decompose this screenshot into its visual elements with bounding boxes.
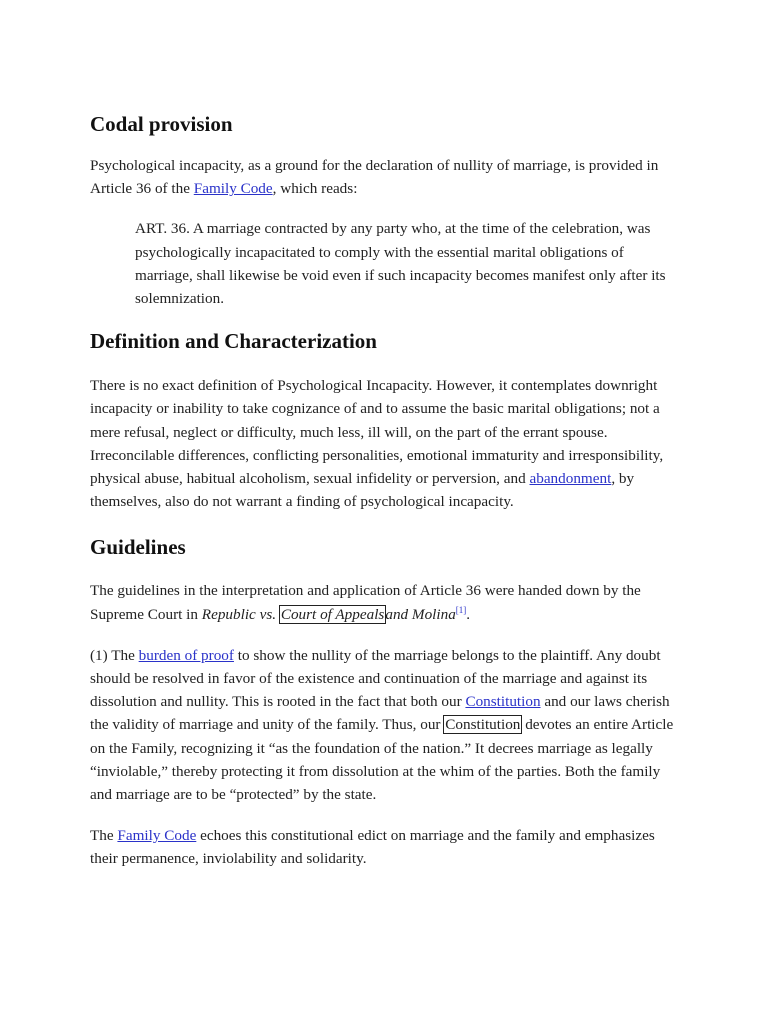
abandonment-link[interactable]: abandonment [529, 470, 612, 488]
section-heading-guidelines: Guidelines [90, 535, 186, 560]
section-heading-codal-provision: Codal provision [90, 112, 233, 136]
guidelines-text-before: The guidelines in the interpretation and application of Article 36 were handed down by the Supreme Court in [90, 582, 641, 623]
constitution-link[interactable]: Constitution [465, 693, 541, 711]
guideline-one-text-1: (1) The [90, 646, 139, 664]
footnote-ref-1[interactable]: [1] [455, 604, 467, 615]
family-code-text-before: The [90, 827, 118, 845]
guideline-one-paragraph [90, 644, 682, 806]
section-heading-definition: Definition and Characterization [90, 329, 377, 354]
guidelines-intro-paragraph [90, 579, 682, 625]
case-name-republic: Republic vs. [201, 605, 280, 623]
codal-paragraph [90, 154, 682, 200]
court-of-appeals-link[interactable]: Court of Appeals [280, 605, 385, 623]
definition-text-after: , by themselves, also do not warrant a finding of psychological incapacity. [90, 470, 635, 511]
burden-of-proof-link[interactable]: burden of proof [138, 646, 234, 664]
codal-text-before: Psychological incapacity, as a ground for the declaration of nullity of marriage, is provided in Article 36 of the [90, 157, 659, 198]
family-code-link-2[interactable]: Family Code [117, 827, 197, 845]
article-36-text: ART. 36. A marriage contracted by any party who, at the time of the celebration, was psychologically incapacitated to comply with the essential marital obligations of marriage, shall likewise be void even if such incapacity becomes manifest only after its solemnization. [135, 220, 666, 308]
codal-text-after: , which reads: [272, 180, 358, 198]
family-code-link[interactable]: Family Code [193, 180, 273, 198]
constitution-boxed-link[interactable]: Constitution [445, 716, 521, 734]
family-code-paragraph [90, 824, 682, 870]
guidelines-text-after: . [466, 605, 471, 623]
family-code-text-after: echoes this constitutional edict on marriage and the family and emphasizes their permanence, inviolability and solidarity. [90, 827, 655, 868]
document-page [90, 109, 682, 871]
guideline-one-text-3: and our laws cherish the validity of marriage and unity of the family. Thus, our [90, 693, 670, 734]
article-36-quote [90, 217, 682, 310]
definition-paragraph [90, 374, 682, 513]
guideline-one-text-2: to show the nullity of the marriage belongs to the plaintiff. Any doubt should be resolved in favor of the existence and continuation of the marriage and against its dissolution and nullity. This is rooted in the fact that both our [90, 646, 661, 711]
guideline-one-text-4: devotes an entire Article on the Family, recognizing it “as the foundation of the nation.” It decrees marriage as legally “inviolable,” thereby protecting it from dissolution at the whim of the parties. Both the family and marriage are to be “protected” by the state. [90, 716, 674, 804]
case-name-molina: and Molina [385, 605, 456, 623]
definition-text-before: There is no exact definition of Psychological Incapacity. However, it contemplates downright incapacity or inability to take cognizance of and to assume the basic marital obligations; not a mere refusal, neglect or difficulty, much less, ill will, on the part of the errant spouse. Irreconcilable differences, conflicting personalities, emotional immaturity and irresponsibility, physical abuse, habitual alcoholism, sexual infidelity or perversion, and [90, 377, 664, 488]
